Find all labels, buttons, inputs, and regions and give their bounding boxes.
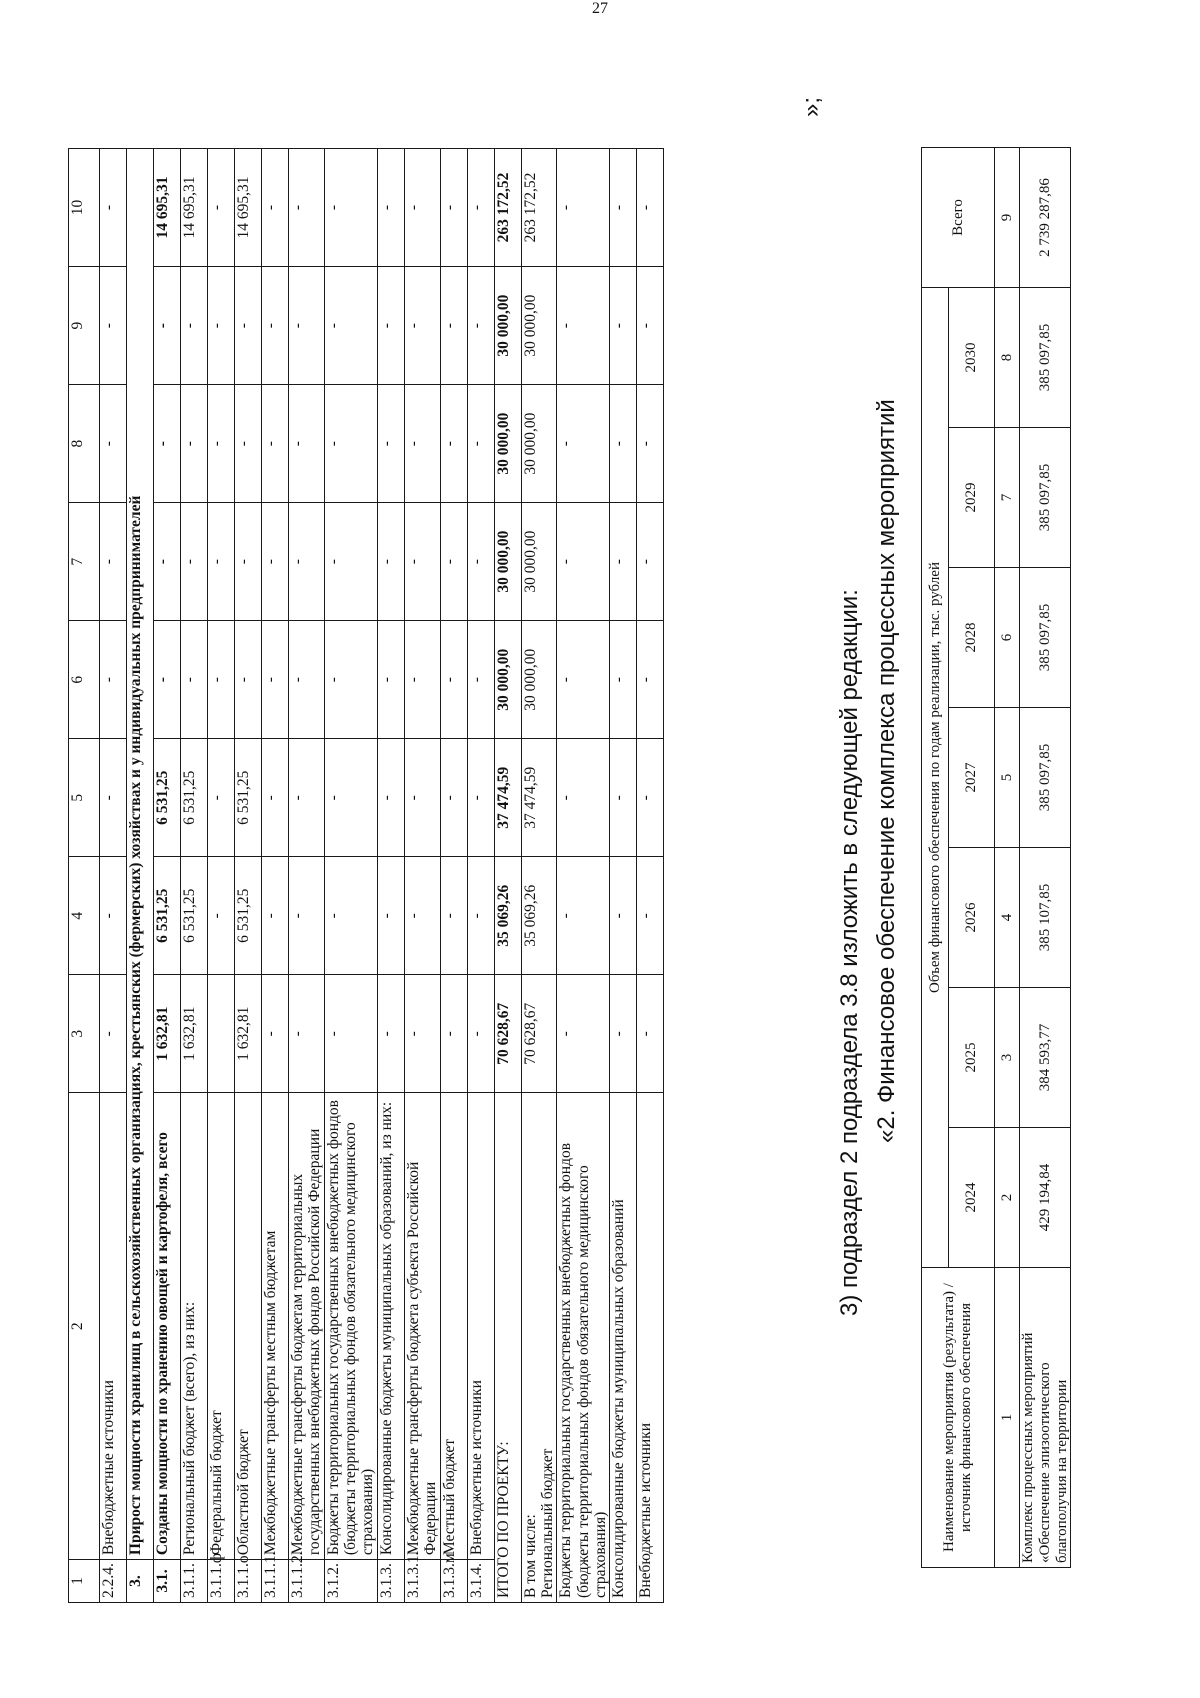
value-cell: - bbox=[467, 975, 494, 1093]
row-name: Региональный бюджет (всего), из них: bbox=[181, 1093, 208, 1560]
value-cell: 6 531,25 bbox=[181, 857, 208, 975]
total-value: 70 628,67 bbox=[494, 975, 521, 1093]
value-cell: - bbox=[557, 975, 610, 1093]
column-number: 6 bbox=[995, 568, 1020, 708]
row-code: 3.1.1.2. bbox=[289, 1560, 325, 1603]
column-number-header: 1 bbox=[69, 1560, 100, 1603]
table-row bbox=[377, 149, 404, 1603]
value-cell: - bbox=[289, 857, 325, 975]
value-cell: - bbox=[377, 385, 404, 503]
row-name: Межбюджетные трансферты бюджета субъекта Российской Федерации bbox=[404, 1093, 440, 1560]
table-row bbox=[208, 149, 235, 1603]
column-number-header: 7 bbox=[69, 503, 100, 621]
value-cell: - bbox=[467, 621, 494, 739]
value-cell: - bbox=[100, 503, 127, 621]
value-cell: - bbox=[181, 621, 208, 739]
total-label: ИТОГО ПО ПРОЕКТУ: bbox=[494, 1093, 521, 1603]
row-code: 3.1.3. bbox=[377, 1560, 404, 1603]
value-cell: 429 194,84 bbox=[1020, 1128, 1071, 1268]
value-cell: 385 097,85 bbox=[1020, 708, 1071, 848]
value-cell: - bbox=[637, 149, 664, 267]
value-cell: 385 097,85 bbox=[1020, 288, 1071, 428]
value-cell: - bbox=[100, 739, 127, 857]
row-name: Внебюджетные источники bbox=[467, 1093, 494, 1560]
value-cell: - bbox=[262, 503, 289, 621]
total-value: 30 000,00 bbox=[494, 503, 521, 621]
value-cell: - bbox=[440, 267, 467, 385]
summary-row-label: Бюджеты территориальных государственных внебюджетных фондов (бюджеты территориальных фондов обязательного медицинского страхования) bbox=[557, 1142, 609, 1598]
total-value: 30 000,00 bbox=[494, 621, 521, 739]
summary-row-label: Консолидированные бюджеты муниципальных образований bbox=[610, 1199, 628, 1598]
value-cell: - bbox=[377, 975, 404, 1093]
value-cell: - bbox=[557, 503, 610, 621]
value-cell: 384 593,77 bbox=[1020, 988, 1071, 1128]
value-cell: - bbox=[262, 975, 289, 1093]
total-value: 35 069,26 bbox=[494, 857, 521, 975]
year-header: 2025 bbox=[949, 988, 995, 1128]
name-column-header: Наименование мероприятия (результата) / источник финансового обеспечения bbox=[922, 1268, 995, 1568]
year-header: 2029 bbox=[949, 428, 995, 568]
value-cell: - bbox=[557, 739, 610, 857]
value-cell: 6 531,25 bbox=[181, 739, 208, 857]
value-cell: 263 172,52 bbox=[521, 149, 557, 267]
row-name: Комплекс процессных мероприятий «Обеспечение эпизоотического благополучия на территории bbox=[1020, 1268, 1071, 1568]
column-number: 2 bbox=[995, 1128, 1020, 1268]
total-value: 263 172,52 bbox=[494, 149, 521, 267]
value-cell: 37 474,59 bbox=[521, 739, 557, 857]
row-name: Межбюджетные трансферты местным бюджетам bbox=[262, 1093, 289, 1560]
value-cell: - bbox=[262, 739, 289, 857]
value-cell: - bbox=[610, 621, 637, 739]
value-cell: 385 097,85 bbox=[1020, 428, 1071, 568]
value-cell: - bbox=[440, 975, 467, 1093]
value-cell: - bbox=[289, 385, 325, 503]
summary-row-label: В том числе: bbox=[521, 1514, 539, 1598]
value-cell: - bbox=[377, 739, 404, 857]
column-number: 3 bbox=[995, 988, 1020, 1128]
year-header: 2026 bbox=[949, 848, 995, 988]
value-cell: - bbox=[235, 385, 262, 503]
column-number-header: 6 bbox=[69, 621, 100, 739]
row-name: Консолидированные бюджеты муниципальных образований, из них: bbox=[377, 1093, 404, 1560]
value-cell: - bbox=[324, 385, 377, 503]
value-cell: - bbox=[235, 267, 262, 385]
value-cell: - bbox=[154, 385, 181, 503]
value-cell: 6 531,25 bbox=[235, 739, 262, 857]
value-cell: 6 531,25 bbox=[154, 857, 181, 975]
section-heading: Прирост мощности хранилищ в сельскохозяйственных организациях, крестьянских (фермерских) хозяйствах и у индивидуальных предпринимателей bbox=[127, 149, 154, 1560]
row-code: 3.1.4. bbox=[467, 1560, 494, 1603]
value-cell: - bbox=[637, 857, 664, 975]
column-number: 1 bbox=[995, 1268, 1020, 1568]
value-cell: - bbox=[262, 149, 289, 267]
value-cell: - bbox=[324, 975, 377, 1093]
value-cell: - bbox=[181, 503, 208, 621]
column-number-row bbox=[995, 148, 1020, 1568]
value-cell: 1 632,81 bbox=[235, 975, 262, 1093]
total-column-header: Всего bbox=[922, 148, 995, 288]
row-name: Внебюджетные источники bbox=[100, 1093, 127, 1560]
value-cell: - bbox=[208, 385, 235, 503]
value-cell: - bbox=[404, 621, 440, 739]
value-cell: 14 695,31 bbox=[235, 149, 262, 267]
value-cell: - bbox=[208, 621, 235, 739]
financing-table bbox=[921, 147, 1071, 1568]
value-cell: 385 107,85 bbox=[1020, 848, 1071, 988]
column-number-header: 8 bbox=[69, 385, 100, 503]
value-cell: - bbox=[377, 621, 404, 739]
value-cell: 385 097,85 bbox=[1020, 568, 1071, 708]
value-cell: - bbox=[100, 267, 127, 385]
row-name: Межбюджетные трансферты бюджетам территориальных государственных внебюджетных фондов Российской Федерации bbox=[289, 1093, 325, 1560]
value-cell: - bbox=[377, 267, 404, 385]
total-row bbox=[494, 149, 521, 1603]
table-row bbox=[440, 149, 467, 1603]
row-code: 3. bbox=[127, 1560, 154, 1603]
value-cell: - bbox=[440, 149, 467, 267]
value-cell: - bbox=[557, 857, 610, 975]
value-cell: - bbox=[100, 857, 127, 975]
value-cell: - bbox=[557, 621, 610, 739]
value-cell: - bbox=[557, 267, 610, 385]
value-cell: - bbox=[208, 503, 235, 621]
value-cell: - bbox=[235, 503, 262, 621]
summary-row-name bbox=[610, 1093, 637, 1603]
summary-row bbox=[610, 149, 637, 1603]
table-row bbox=[181, 149, 208, 1603]
value-cell: - bbox=[467, 503, 494, 621]
years-group-header: Объем финансового обеспечения по годам реализации, тыс. рублей bbox=[922, 288, 949, 1268]
value-cell: - bbox=[289, 503, 325, 621]
column-number: 7 bbox=[995, 428, 1020, 568]
summary-row-sublabel: Региональный бюджет bbox=[538, 1448, 556, 1598]
value-cell: 1 632,81 bbox=[181, 975, 208, 1093]
row-code: 3.1.1.ф bbox=[208, 1560, 235, 1603]
value-cell: - bbox=[377, 857, 404, 975]
value-cell: - bbox=[404, 857, 440, 975]
value-cell: 6 531,25 bbox=[235, 857, 262, 975]
summary-row bbox=[557, 149, 610, 1603]
value-cell: - bbox=[637, 267, 664, 385]
summary-row-name bbox=[521, 1093, 557, 1603]
year-header: 2030 bbox=[949, 288, 995, 428]
summary-row-name bbox=[637, 1093, 664, 1603]
column-number-header: 10 bbox=[69, 149, 100, 267]
value-cell: - bbox=[262, 621, 289, 739]
value-cell: 6 531,25 bbox=[154, 739, 181, 857]
value-cell: 30 000,00 bbox=[521, 267, 557, 385]
total-value: 37 474,59 bbox=[494, 739, 521, 857]
value-cell: - bbox=[637, 503, 664, 621]
value-cell: - bbox=[467, 267, 494, 385]
closing-quote-mark: »; bbox=[798, 96, 825, 117]
value-cell: - bbox=[181, 385, 208, 503]
value-cell: - bbox=[289, 739, 325, 857]
value-cell: - bbox=[235, 621, 262, 739]
column-number-header: 4 bbox=[69, 857, 100, 975]
row-name: Созданы мощности по хранению овощей и картофеля, всего bbox=[154, 1093, 181, 1560]
value-cell: - bbox=[289, 621, 325, 739]
value-cell: 70 628,67 bbox=[521, 975, 557, 1093]
value-cell: - bbox=[324, 621, 377, 739]
summary-row bbox=[637, 149, 664, 1603]
row-name: Федеральный бюджет bbox=[208, 1093, 235, 1560]
value-cell: - bbox=[181, 267, 208, 385]
table-row bbox=[100, 149, 127, 1603]
row-code: 3.1. bbox=[154, 1560, 181, 1603]
table-row bbox=[467, 149, 494, 1603]
value-cell: - bbox=[637, 385, 664, 503]
value-cell: 30 000,00 bbox=[521, 503, 557, 621]
column-number: 4 bbox=[995, 848, 1020, 988]
page-number: 27 bbox=[592, 0, 608, 17]
summary-row bbox=[521, 149, 557, 1603]
value-cell: 35 069,26 bbox=[521, 857, 557, 975]
column-number-header: 2 bbox=[69, 1093, 100, 1560]
value-cell: - bbox=[289, 975, 325, 1093]
value-cell: - bbox=[404, 149, 440, 267]
value-cell: - bbox=[610, 149, 637, 267]
budget-table bbox=[68, 148, 664, 1603]
value-cell: - bbox=[440, 739, 467, 857]
summary-row-label: Внебюджетные источники bbox=[637, 1422, 655, 1598]
value-cell: - bbox=[100, 975, 127, 1093]
value-cell: - bbox=[637, 739, 664, 857]
year-header: 2027 bbox=[949, 708, 995, 848]
row-name: Областной бюджет bbox=[235, 1093, 262, 1560]
value-cell: - bbox=[100, 149, 127, 267]
column-number-header: 9 bbox=[69, 267, 100, 385]
value-cell: - bbox=[404, 385, 440, 503]
header-row bbox=[922, 148, 949, 1568]
table-row bbox=[289, 149, 325, 1603]
value-cell: - bbox=[467, 385, 494, 503]
value-cell: - bbox=[289, 149, 325, 267]
value-cell: - bbox=[557, 385, 610, 503]
value-cell: - bbox=[262, 857, 289, 975]
value-cell: - bbox=[610, 503, 637, 621]
value-cell: 14 695,31 bbox=[181, 149, 208, 267]
column-number-header: 5 bbox=[69, 739, 100, 857]
value-cell: - bbox=[262, 267, 289, 385]
value-cell: - bbox=[324, 739, 377, 857]
value-cell: - bbox=[262, 385, 289, 503]
row-code: 2.2.4. bbox=[100, 1560, 127, 1603]
row-code: 3.1.2. bbox=[324, 1560, 377, 1603]
value-cell: - bbox=[440, 385, 467, 503]
value-cell: - bbox=[467, 857, 494, 975]
table-header-row bbox=[69, 149, 100, 1603]
total-value: 30 000,00 bbox=[494, 267, 521, 385]
year-header: 2028 bbox=[949, 568, 995, 708]
value-cell: - bbox=[440, 621, 467, 739]
table-row bbox=[154, 149, 181, 1603]
value-cell: - bbox=[610, 857, 637, 975]
row-name: Бюджеты территориальных государственных внебюджетных фондов (бюджеты территориальных фондов обязательного медицинского страхования) bbox=[324, 1093, 377, 1560]
value-cell: - bbox=[377, 503, 404, 621]
value-cell: - bbox=[610, 975, 637, 1093]
financing-table-body bbox=[922, 148, 1071, 1568]
table-row bbox=[324, 149, 377, 1603]
amendment-instruction: 3) подраздел 2 подраздела 3.8 изложить в следующей редакции: bbox=[836, 589, 863, 1316]
value-cell: - bbox=[208, 267, 235, 385]
value-cell: - bbox=[404, 503, 440, 621]
value-cell: - bbox=[324, 857, 377, 975]
column-number: 9 bbox=[995, 148, 1020, 288]
value-cell: - bbox=[377, 149, 404, 267]
value-cell: - bbox=[154, 503, 181, 621]
value-cell: - bbox=[100, 385, 127, 503]
value-cell: - bbox=[467, 149, 494, 267]
value-cell: - bbox=[324, 267, 377, 385]
value-cell: - bbox=[637, 621, 664, 739]
value-cell: - bbox=[404, 267, 440, 385]
value-cell: 1 632,81 bbox=[154, 975, 181, 1093]
summary-row-name bbox=[557, 1093, 610, 1603]
budget-table-body bbox=[69, 149, 664, 1603]
table-row bbox=[1020, 148, 1071, 1568]
section-title: «2. Финансовое обеспечение комплекса процессных мероприятий bbox=[873, 399, 900, 1143]
value-cell: - bbox=[208, 149, 235, 267]
value-cell: - bbox=[324, 503, 377, 621]
table-row bbox=[404, 149, 440, 1603]
row-code: 3.1.1. bbox=[181, 1560, 208, 1603]
table-row bbox=[127, 149, 154, 1603]
value-cell: - bbox=[610, 739, 637, 857]
value-cell: 30 000,00 bbox=[521, 621, 557, 739]
row-name: Местный бюджет bbox=[440, 1093, 467, 1560]
row-code: 3.1.3.1. bbox=[404, 1560, 440, 1603]
value-cell bbox=[208, 975, 235, 1093]
table-row bbox=[262, 149, 289, 1603]
column-number: 5 bbox=[995, 708, 1020, 848]
value-cell: - bbox=[637, 975, 664, 1093]
value-cell: - bbox=[154, 267, 181, 385]
value-cell: - bbox=[467, 739, 494, 857]
value-cell: - bbox=[154, 621, 181, 739]
value-cell: - bbox=[324, 149, 377, 267]
table-row bbox=[235, 149, 262, 1603]
column-number-header: 3 bbox=[69, 975, 100, 1093]
row-code: 3.1.3.м bbox=[440, 1560, 467, 1603]
value-cell: - bbox=[610, 267, 637, 385]
value-cell: - bbox=[610, 385, 637, 503]
value-cell: 14 695,31 bbox=[154, 149, 181, 267]
value-cell: - bbox=[100, 621, 127, 739]
value-cell: - bbox=[404, 975, 440, 1093]
total-value: 30 000,00 bbox=[494, 385, 521, 503]
value-cell: - bbox=[557, 149, 610, 267]
value-cell: - bbox=[404, 739, 440, 857]
value-cell: 30 000,00 bbox=[521, 385, 557, 503]
row-code: 3.1.1.о bbox=[235, 1560, 262, 1603]
value-cell: - bbox=[208, 857, 235, 975]
value-cell: - bbox=[440, 503, 467, 621]
value-cell: - bbox=[289, 267, 325, 385]
value-cell: - bbox=[440, 857, 467, 975]
row-code: 3.1.1.1. bbox=[262, 1560, 289, 1603]
value-cell: - bbox=[208, 739, 235, 857]
year-header: 2024 bbox=[949, 1128, 995, 1268]
value-cell: 2 739 287,86 bbox=[1020, 148, 1071, 288]
column-number: 8 bbox=[995, 288, 1020, 428]
